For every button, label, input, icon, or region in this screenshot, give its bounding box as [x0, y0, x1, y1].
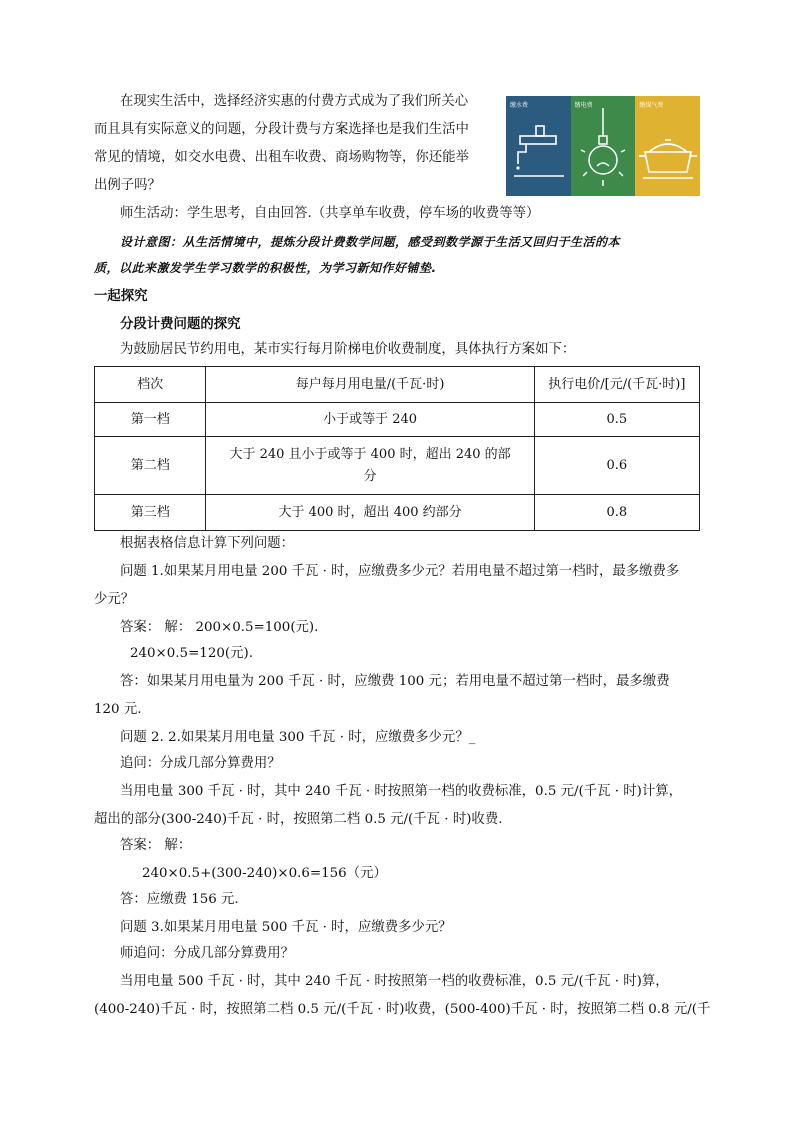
usage-cell-line-1: 大于 240 且小于或等于 400 时，超出 240 的部	[229, 446, 511, 462]
q2-conclusion: 答：应缴费 156 元.	[120, 892, 239, 907]
q3-followup: 师追问：分成几部分算费用？	[120, 946, 295, 961]
q1-calc-2: 240×0.5=120(元).	[130, 646, 253, 661]
q1-conclusion-1: 答：如果某月用电量为 200 千瓦 · 时，应缴费 100 元；若用电量不超过第一档时，最多缴费	[120, 674, 670, 689]
q1-conclusion-2: 120 元.	[94, 702, 142, 717]
table-row	[95, 437, 700, 495]
usage-cell	[206, 437, 534, 495]
design-intent-line-1: 设计意图：从生活情境中，提炼分段计费数学问题，感受到数学源于生活又回归于生活的本	[120, 235, 621, 249]
usage-cell: 小于或等于 240	[206, 403, 534, 437]
q3-explain-2: (400-240)千瓦 · 时，按照第二档 0.5 元/(千瓦 · 时)收费，(500-400)千瓦 · 时，按照第二档 0.8 元/(千	[94, 1002, 711, 1017]
design-intent-line-2: 质，以此来激发学生学习数学的积极性，为学习新知作好铺垫.	[94, 261, 437, 275]
water-bill-label: 缴水费	[510, 102, 529, 109]
electricity-rate-table	[94, 366, 700, 531]
gas-bill-panel	[635, 96, 700, 196]
intro-line-3: 常见的情境，如交水电费、出租车收费、商场购物等，你还能举	[94, 150, 469, 165]
table-row	[95, 403, 700, 437]
q1-line-2: 少元？	[94, 592, 135, 607]
section-title: 一起探究	[94, 288, 148, 304]
after-table-text: 根据表格信息计算下列问题：	[120, 536, 295, 551]
water-bill-panel	[506, 96, 571, 196]
table-intro: 为鼓励居民节约用电，某市实行每月阶梯电价收费制度，具体执行方案如下：	[120, 342, 576, 357]
header-usage: 每户每月用电量/(千瓦·时)	[206, 367, 534, 403]
tier-cell: 第二档	[95, 437, 206, 495]
intro-line-2: 而且具有实际意义的问题，分段计费与方案选择也是我们生活中	[94, 122, 469, 137]
q2-followup: 追问：分成几部分算费用？	[120, 756, 281, 771]
price-cell: 0.8	[534, 495, 699, 531]
table-header-row	[95, 367, 700, 403]
header-price: 执行电价/[元/(千瓦·时)]	[534, 367, 699, 403]
cooking-pot-icon	[635, 96, 700, 196]
q2-calc: 240×0.5+(300-240)×0.6=156（元）	[142, 866, 387, 881]
electricity-bill-label: 缴电费	[574, 102, 593, 109]
tier-cell: 第一档	[95, 403, 206, 437]
q1-line-1: 问题 1.如果某月用电量 200 千瓦 · 时，应缴费多少元？若用电量不超过第一档时，最多缴费多	[120, 564, 680, 579]
q2-explain-2: 超出的部分(300-240)千瓦 · 时，按照第二档 0.5 元/(千瓦 · 时)收费.	[94, 812, 503, 827]
q2-question: 问题 2. 2.如果某月用电量 300 千瓦 · 时，应缴费多少元？_	[120, 730, 476, 745]
q3-explain-1: 当用电量 500 千瓦 · 时，其中 240 千瓦 · 时按照第一档的收费标准，0.5 元/(千瓦 · 时)算，	[120, 974, 669, 989]
tier-cell: 第三档	[95, 495, 206, 531]
price-cell: 0.6	[534, 437, 699, 495]
price-cell: 0.5	[534, 403, 699, 437]
intro-line-4: 出例子吗？	[94, 178, 161, 193]
electricity-bill-panel	[571, 96, 636, 196]
table-row	[95, 495, 700, 531]
q2-answer: 答案： 解：	[120, 838, 192, 853]
header-tier: 档次	[95, 367, 206, 403]
faucet-icon	[506, 96, 570, 196]
activity-text: 师生活动：学生思考，自由回答.（共享单车收费，停车场的收费等等）	[120, 206, 540, 221]
q3-question: 问题 3.如果某月用电量 500 千瓦 · 时，应缴费多少元？	[120, 920, 452, 935]
gas-bill-label: 缴煤气费	[639, 102, 664, 109]
intro-line-1: 在现实生活中，选择经济实惠的付费方式成为了我们所关心	[120, 94, 469, 109]
q2-explain-1: 当用电量 300 千瓦 · 时，其中 240 千瓦 · 时按照第一档的收费标准，0.5 元/(千瓦 · 时)计算，	[120, 784, 683, 799]
usage-cell-line-2: 分	[363, 468, 377, 484]
usage-cell: 大于 400 时，超出 400 约部分	[206, 495, 534, 531]
utility-bills-illustration	[506, 96, 700, 196]
q1-answer: 答案： 解： 200×0.5=100(元).	[120, 620, 319, 635]
subsection-title: 分段计费问题的探究	[120, 316, 241, 332]
lightbulb-icon	[571, 96, 635, 196]
